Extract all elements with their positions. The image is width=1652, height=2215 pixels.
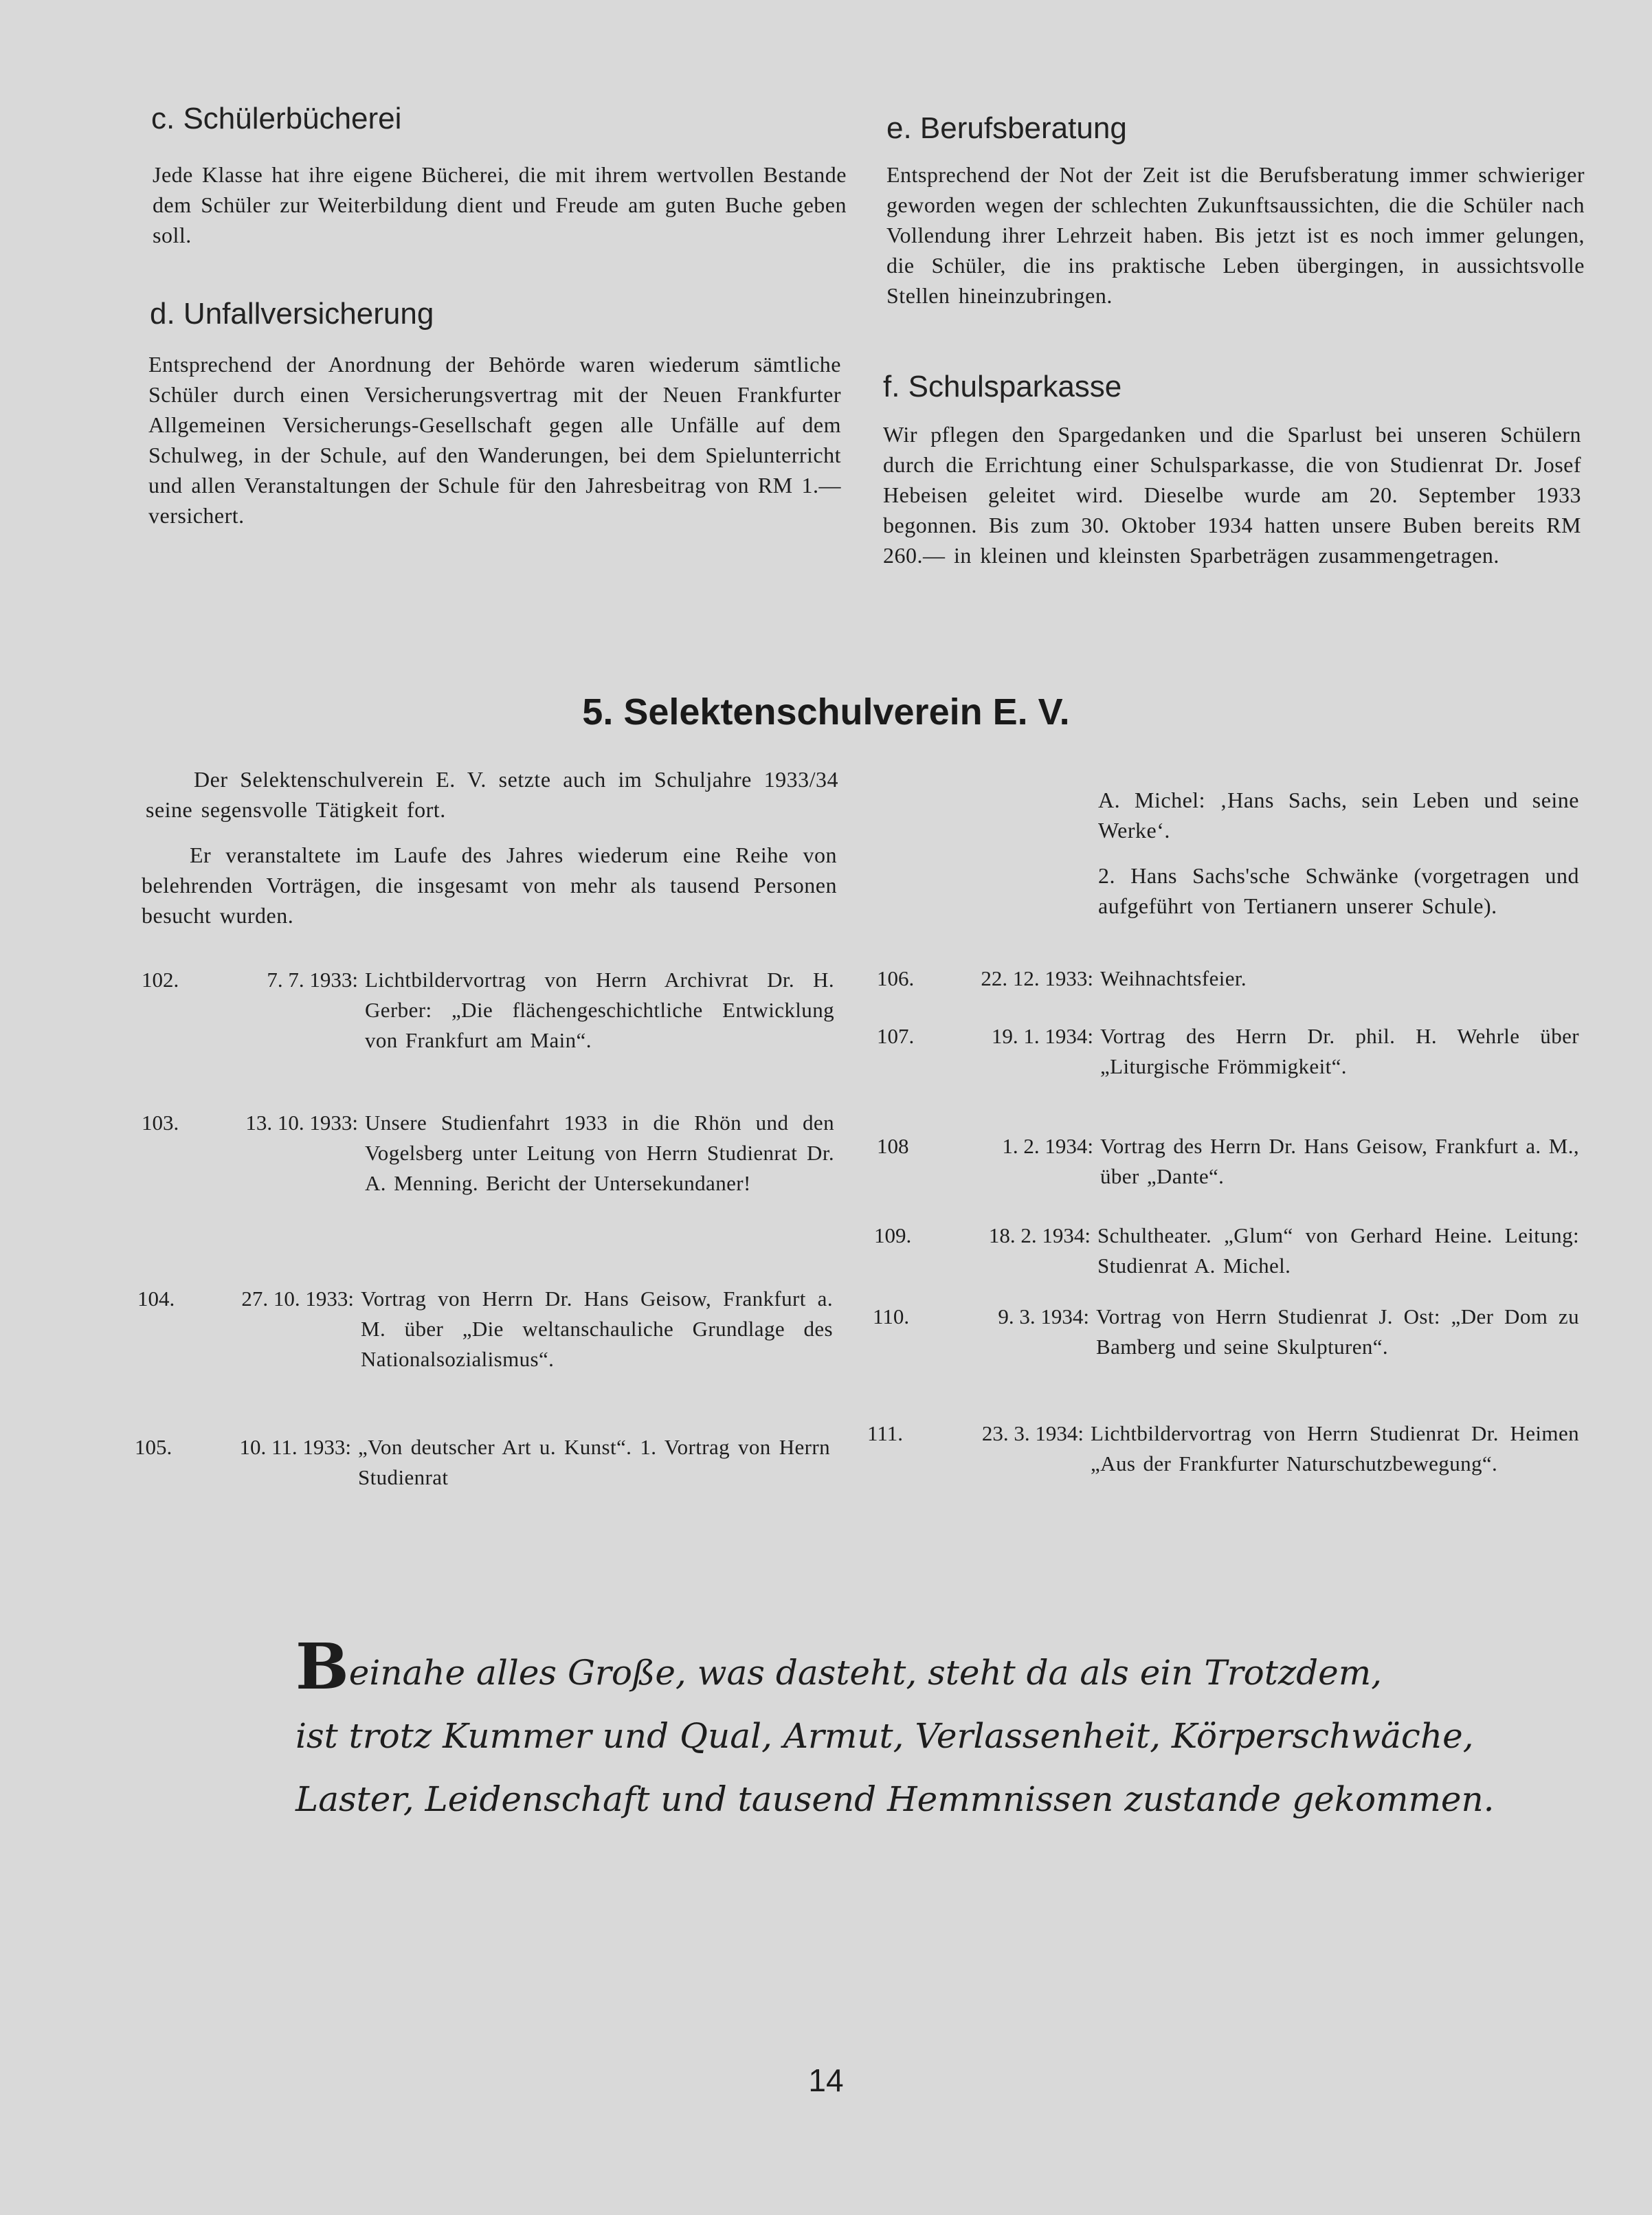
verein-intro-1: Der Selektenschulverein E. V. setzte auch im Schuljahre 1933/34 seine segensvolle Tätigkeit fort. (146, 767, 838, 822)
lecture-entry (142, 1108, 834, 1199)
lecture-entry (877, 964, 1579, 994)
entry-date: 10. 11. 1933: (239, 1435, 351, 1459)
entry-text: Vortrag des Herrn Dr. phil. H. Wehrle über „Liturgische Frömmigkeit“. (1100, 1024, 1579, 1078)
entry-date: 7. 7. 1933: (267, 968, 358, 992)
quote-block (295, 1629, 1495, 1840)
entry-number: 106. (877, 966, 915, 990)
entry-number: 111. (867, 1421, 903, 1445)
entry-text: Schultheater. „Glum“ von Gerhard Heine. Leitung: Studienrat A. Michel. (1097, 1223, 1579, 1278)
entry-text: Lichtbildervortrag von Herrn Archivrat Dr. H. Gerber: „Die flächengeschichtliche Entwicklung von Frankfurt am Main“. (365, 968, 834, 1052)
entry-date: 23. 3. 1934: (981, 1421, 1084, 1445)
entry-date: 9. 3. 1934: (998, 1304, 1089, 1328)
entry-text: Lichtbildervortrag von Herrn Studienrat Dr. Heimen „Aus der Frankfurter Naturschutzbewegung“. (1091, 1421, 1579, 1476)
entry-text: „Von deutscher Art u. Kunst“. 1. Vortrag von Herrn Studienrat (358, 1435, 830, 1489)
quote-initial: B (295, 1629, 349, 1704)
lecture-entry (877, 1131, 1579, 1192)
entry-date: 18. 2. 1934: (988, 1223, 1091, 1247)
entry-number: 105. (135, 1435, 172, 1459)
entry-text: Vortrag des Herrn Dr. Hans Geisow, Frankfurt a. M., über „Dante“. (1100, 1134, 1579, 1188)
quote-line-1 (295, 1629, 1383, 1704)
text-berufsberatung: Entsprechend der Not der Zeit ist die Berufsberatung immer schwieriger geworden wegen der schlechten Zukunftsaussichten, die die Schüler nach Vollendung ihrer Lehrzeit haben. Bis jetzt ist es noch immer gelungen, die Schüler, die ins praktische Leben übergingen, in aussichtsvolle Stellen hineinzubringen. (886, 162, 1585, 308)
heading-schuelerbuecherei: c. Schülerbücherei (151, 102, 402, 135)
text-unfallversicherung: Entsprechend der Anordnung der Behörde waren wiederum sämtliche Schüler durch einen Versicherungsvertrag mit der Neuen Frankfurter Allgemeinen Versicherungs-Gesellschaft gegen alle Unfälle auf dem Schulweg, in der Schule, auf den Wanderungen, bei dem Spielunterricht und allen Veranstaltungen der Schule für den Jahresbeitrag von RM 1.— versichert. (148, 352, 841, 528)
entry-date: 19. 1. 1934: (991, 1024, 1093, 1048)
entry-date: 13. 10. 1933: (245, 1111, 358, 1135)
heading-unfallversicherung: d. Unfallversicherung (150, 297, 434, 331)
heading-berufsberatung: e. Berufsberatung (886, 111, 1127, 145)
lecture-entry (877, 1021, 1579, 1082)
entry-date: 1. 2. 1934: (1002, 1134, 1093, 1158)
lecture-entry (873, 1302, 1579, 1362)
verein-continuation-2: 2. Hans Sachs'sche Schwänke (vorgetragen und aufgeführt von Tertianern unserer Schule). (1098, 863, 1579, 918)
quote-line-2: ist trotz Kummer und Qual, Armut, Verlassenheit, Körperschwäche, (295, 1716, 1474, 1756)
entry-number: 110. (873, 1304, 910, 1328)
verein-title: 5. Selektenschulverein E. V. (582, 691, 1070, 733)
entry-text: Vortrag von Herrn Dr. Hans Geisow, Frankfurt a. M. über „Die weltanschauliche Grundlage des Nationalsozialismus“. (361, 1287, 833, 1371)
heading-schulsparkasse: f. Schulsparkasse (883, 370, 1122, 403)
lecture-entry (874, 1221, 1579, 1281)
entry-date: 27. 10. 1933: (241, 1287, 354, 1311)
entry-number: 104. (137, 1287, 175, 1311)
lecture-entry (137, 1284, 833, 1374)
entry-number: 103. (142, 1111, 179, 1135)
quote-line-1-text: einahe alles Große, was dasteht, steht da als ein Trotzdem, (348, 1653, 1383, 1693)
lecture-entry (867, 1418, 1579, 1479)
entry-text: Weihnachtsfeier. (1100, 966, 1247, 990)
entry-number: 109. (874, 1223, 912, 1247)
verein-intro-2: Er veranstaltete im Laufe des Jahres wiederum eine Reihe von belehrenden Vorträgen, die insgesamt von mehr als tausend Personen besucht wurden. (142, 843, 837, 928)
entry-text: Unsere Studienfahrt 1933 in die Rhön und den Vogelsberg unter Leitung von Herrn Studienrat Dr. A. Menning. Bericht der Untersekundaner! (365, 1111, 834, 1195)
entry-number: 107. (877, 1024, 915, 1048)
text-schulsparkasse: Wir pflegen den Spargedanken und die Sparlust bei unseren Schülern durch die Errichtung einer Schulsparkasse, die von Studienrat Dr. Josef Hebeisen geleitet wird. Dieselbe wurde am 20. September 1933 begonnen. Bis zum 30. Oktober 1934 hatten unsere Buben bereits RM 260.— in kleinen und kleinsten Sparbeträgen zusammengetragen. (883, 422, 1581, 568)
entry-number: 102. (142, 968, 179, 992)
lecture-entry (142, 965, 834, 1056)
entry-number: 108 (877, 1134, 909, 1158)
entry-date: 22. 12. 1933: (981, 966, 1093, 990)
lecture-entry (135, 1432, 830, 1493)
quote-line-3: Laster, Leidenschaft und tausend Hemmnissen zustande gekommen. (295, 1779, 1495, 1819)
text-schuelerbuecherei: Jede Klasse hat ihre eigene Bücherei, die mit ihrem wertvollen Bestande dem Schüler zur Weiterbildung dient und Freude am guten Buche geben soll. (153, 162, 847, 247)
page-number: 14 (808, 2062, 844, 2098)
entry-text: Vortrag von Herrn Studienrat J. Ost: „Der Dom zu Bamberg und seine Skulpturen“. (1096, 1304, 1579, 1359)
verein-continuation-1: A. Michel: ‚Hans Sachs, sein Leben und seine Werke‘. (1098, 788, 1579, 843)
